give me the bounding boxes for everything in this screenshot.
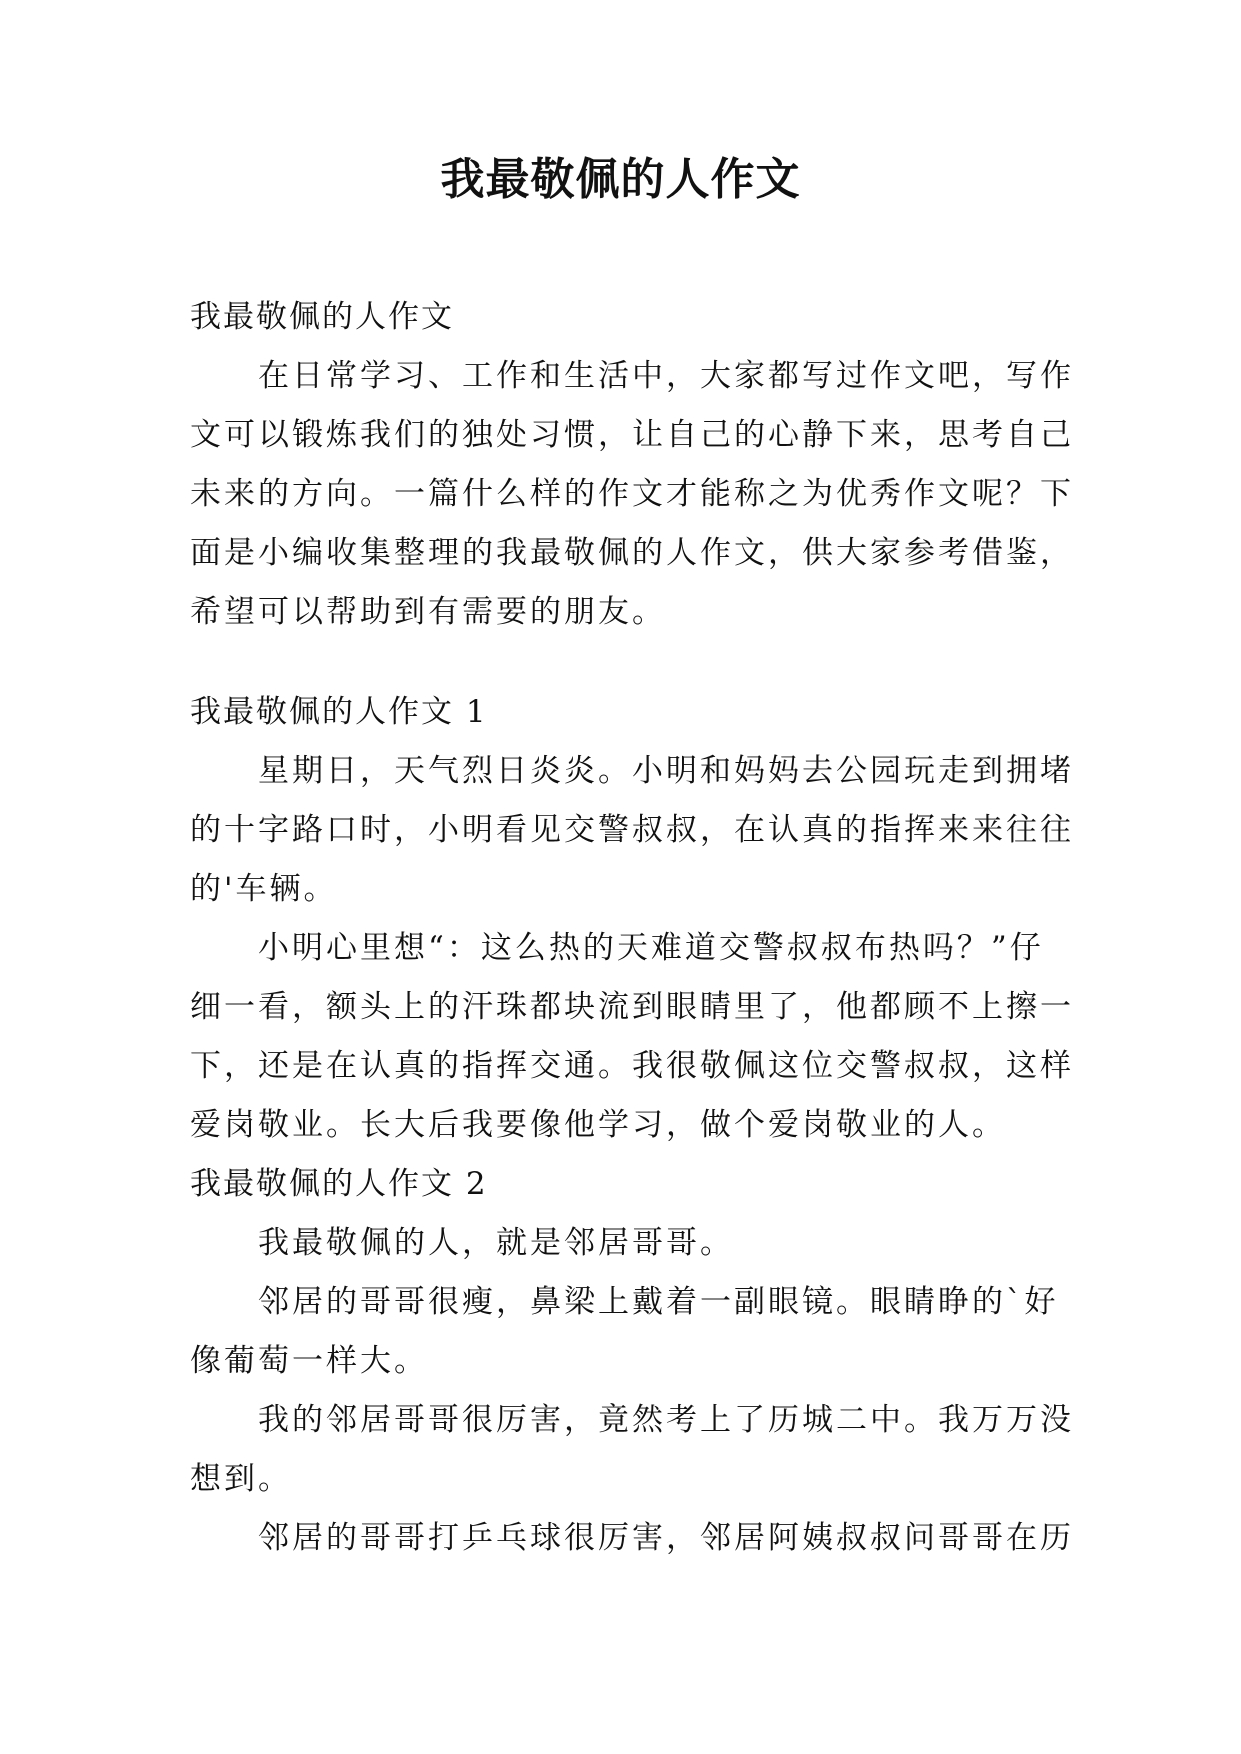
essay-2-line: 像葡萄一样大。: [190, 1343, 428, 1379]
essay-2-line: 我最敬佩的人，就是邻居哥哥。: [258, 1225, 734, 1261]
essay-1-line: 爱岗敬业。长大后我要像他学习，做个爱岗敬业的人。: [190, 1107, 1006, 1143]
document-title: 我最敬佩的人作文: [440, 154, 801, 205]
essay-2-line: 邻居的哥哥很瘦，鼻梁上戴着一副眼镜。眼睛睁的`好: [258, 1284, 1059, 1320]
subtitle: 我最敬佩的人作文: [190, 299, 454, 335]
intro-line: 文可以锻炼我们的独处习惯，让自己的心静下来，思考自己: [190, 417, 1074, 453]
essay-2-line: 想到。: [190, 1461, 292, 1497]
intro-line: 未来的方向。一篇什么样的作文才能称之为优秀作文呢？下: [190, 476, 1074, 512]
essay-2-line: 我的邻居哥哥很厉害，竟然考上了历城二中。我万万没: [258, 1402, 1074, 1438]
intro-line: 面是小编收集整理的我最敬佩的人作文，供大家参考借鉴，: [190, 535, 1074, 571]
essay-1-heading: 我最敬佩的人作文 1: [190, 694, 488, 730]
essay-1-line: 小明心里想“：这么热的天难道交警叔叔布热吗？”仔: [258, 930, 1044, 966]
essay-1-line: 星期日，天气烈日炎炎。小明和妈妈去公园玩走到拥堵: [258, 753, 1074, 789]
essay-1-line: 细一看，额头上的汗珠都块流到眼睛里了，他都顾不上擦一: [190, 989, 1074, 1025]
essay-1-line: 的'车辆。: [190, 871, 338, 907]
document-body: [190, 288, 1074, 1568]
essay-1-line: 的十字路口时，小明看见交警叔叔，在认真的指挥来来往往: [190, 812, 1074, 848]
essay-1-line: 下，还是在认真的指挥交通。我很敬佩这位交警叔叔，这样: [190, 1048, 1074, 1084]
intro-line: 在日常学习、工作和生活中，大家都写过作文吧，写作: [258, 358, 1074, 394]
section-gap: [190, 642, 1070, 683]
intro-line: 希望可以帮助到有需要的朋友。: [190, 594, 666, 630]
essay-2-line: 邻居的哥哥打乒乓球很厉害，邻居阿姨叔叔问哥哥在历: [258, 1520, 1074, 1556]
essay-2-heading: 我最敬佩的人作文 2: [190, 1166, 488, 1202]
